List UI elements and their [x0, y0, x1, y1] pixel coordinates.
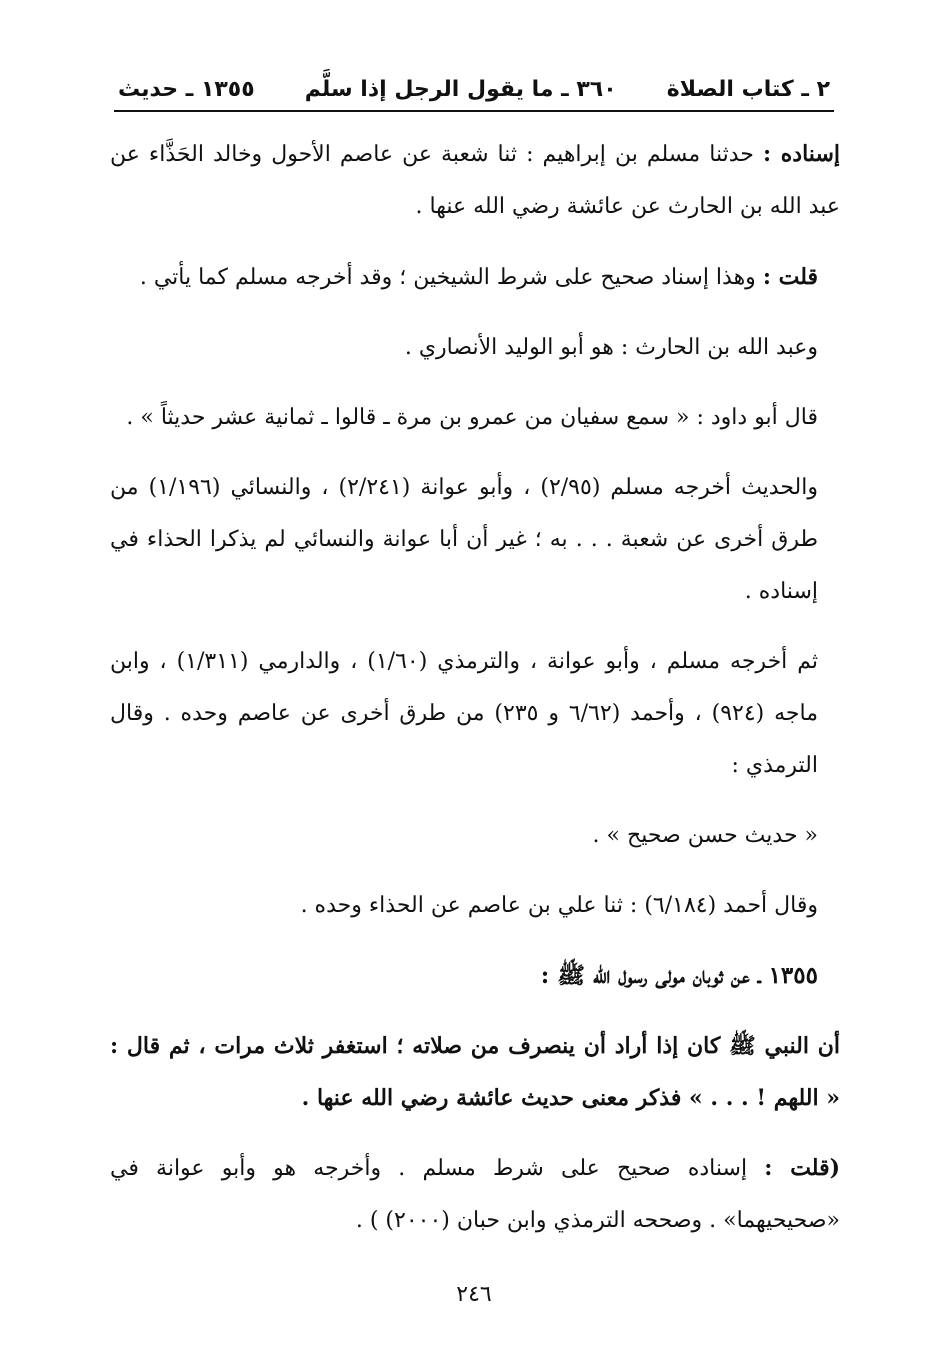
abu-dawud-text: قال أبو داود : « سمع سفيان من عمرو بن مرة ـ قالوا ـ ثمانية عشر حديثاً » .: [126, 405, 818, 430]
hadith-heading: ١٣٥٥ ـ عن ثوبان مولى رسول الله ﷺ :: [540, 962, 818, 989]
isnad-paragraph: [110, 128, 840, 233]
header-chapter: ٢ ـ كتاب الصلاة: [666, 76, 830, 102]
grading-text: وهذا إسناد صحيح على شرط الشيخين ؛ وقد أخرجه مسلم كما يأتي .: [139, 265, 763, 290]
page-number: ٢٤٦: [456, 1282, 492, 1307]
takhrij-text-1: والحديث أخرجه مسلم (٢/٩٥) ، وأبو عوانة (٢/٢٤١) ، والنسائي (١/١٩٦) من طرق أخرى عن شعبة . . . به ؛ غير أن أبا عوانة والنسائي لم يذكرا الحذاء في إسناده .: [110, 475, 818, 604]
tirmidhi-quote-text: « حديث حسن صحيح » .: [592, 823, 818, 848]
page-body: [110, 128, 840, 1265]
grading-lead: قلت :: [762, 264, 818, 290]
narrator-note-text: وعبد الله بن الحارث : هو أبو الوليد الأنصاري .: [404, 335, 818, 360]
closing-note-text: إسناده صحيح على شرط مسلم . وأخرجه هو وأبو عوانة في «صحيحيهما» . وصححه الترمذي وابن حبان (٢٠٠٠) ) .: [110, 1156, 840, 1233]
isnad-lead: إسناده :: [762, 141, 840, 167]
takhrij-paragraph-2: [110, 636, 840, 792]
header-divider: [114, 110, 834, 112]
header-hadith-range: ١٣٥٥ ـ حديث: [118, 76, 255, 102]
closing-note-lead: (قلت :: [764, 1155, 841, 1181]
isnad-text: حدثنا مسلم بن إبراهيم : ثنا شعبة عن عاصم الأحول وخالد الحَذَّاء عن عبد الله بن الحارث عن عائشة رضي الله عنها .: [110, 142, 840, 219]
takhrij-text-2: ثم أخرجه مسلم ، وأبو عوانة ، والترمذي (١/٦٠) ، والدارمي (١/٣١١) ، وابن ماجه (٩٢٤) ، وأحمد (٦/٦٢ و ٢٣٥) من طرق أخرى عن عاصم وحده . وقال الترمذي :: [110, 649, 818, 778]
closing-note-paragraph: [110, 1142, 840, 1247]
header-section: ٣٦٠ ـ ما يقول الرجل إذا سلَّم: [304, 76, 617, 102]
hadith-text: أن النبي ﷺ كان إذا أراد أن ينصرف من صلاته ؛ استغفر ثلاث مرات ، ثم قال : « اللهم ! . . . » فذكر معنى حديث عائشة رضي الله عنها .: [110, 1033, 840, 1111]
running-header: [118, 70, 830, 108]
tirmidhi-quote-paragraph: [110, 810, 840, 862]
ahmad-text: وقال أحمد (٦/١٨٤) : ثنا علي بن عاصم عن الحذاء وحده .: [300, 893, 818, 918]
takhrij-paragraph-1: [110, 462, 840, 618]
narrator-note-paragraph: [110, 322, 840, 374]
grading-paragraph: [110, 251, 840, 304]
ahmad-paragraph: [110, 880, 840, 932]
abu-dawud-paragraph: [110, 392, 840, 444]
